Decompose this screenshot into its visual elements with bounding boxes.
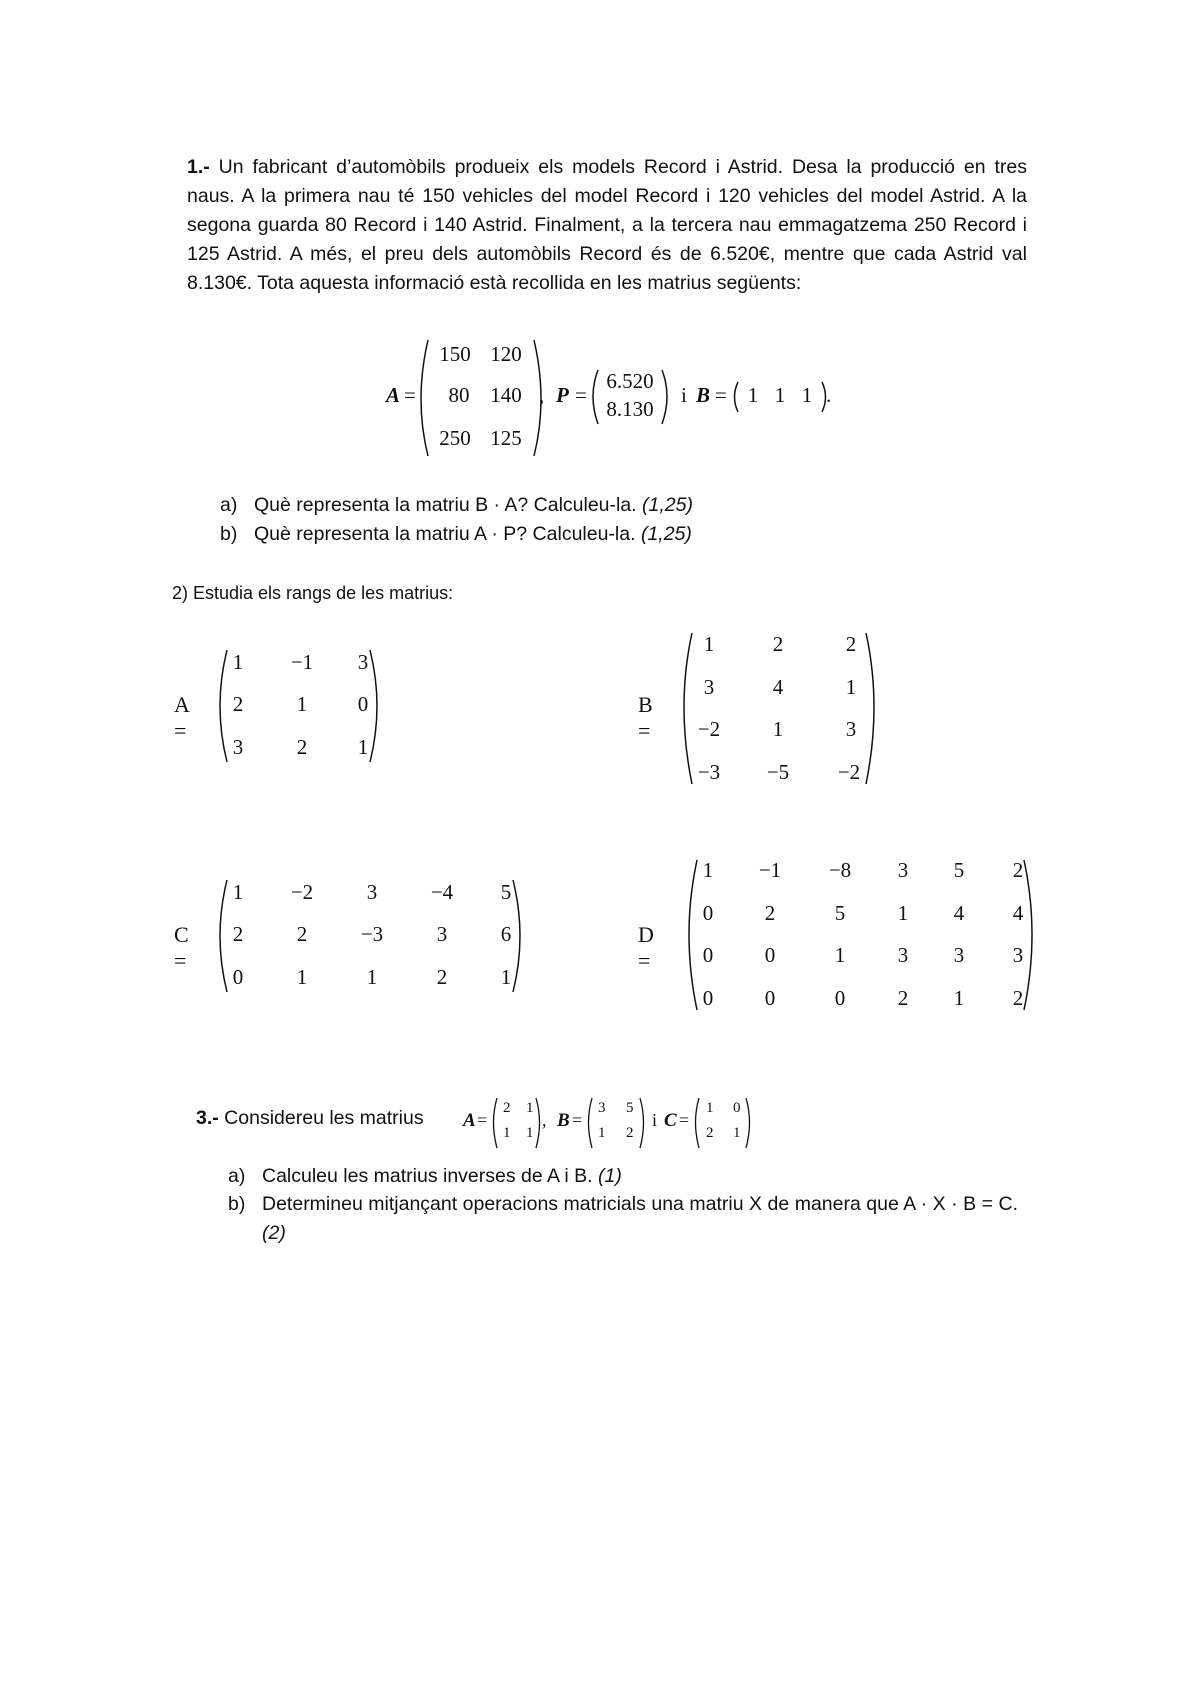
- q2-a-cell: 2: [232, 692, 244, 716]
- q1-item-a-score: (1,25): [642, 494, 693, 516]
- q2-c-cell: −2: [290, 880, 314, 904]
- q2-b-cell: 2: [772, 632, 784, 656]
- q2-b-cell: −2: [837, 760, 861, 784]
- q2-c-cell: 2: [232, 922, 244, 946]
- q3-b-cell: 1: [598, 1125, 606, 1141]
- q2-b-cell: 1: [703, 632, 715, 656]
- q1-comma: ,: [539, 383, 545, 407]
- question-1-number: 1.-: [187, 156, 210, 178]
- q2-c-cell: 3: [366, 880, 378, 904]
- q2-c-cell: 2: [436, 965, 448, 989]
- q3-item-a-text: Calculeu les matrius inverses de A i B.: [262, 1165, 598, 1187]
- q2-matrix-c-label: C =: [174, 922, 189, 973]
- q1-p-cell: 8.130: [606, 397, 654, 421]
- question-3-number: 3.-: [196, 1107, 219, 1129]
- question-2-title: 2) Estudia els rangs de les matrius:: [172, 583, 454, 603]
- q3-a-cell: 1: [526, 1125, 534, 1141]
- q3-b-cell: 3: [598, 1100, 606, 1116]
- q2-d-cell: −8: [828, 858, 852, 882]
- q1-item-b: [220, 520, 692, 549]
- q1-matrix-p-label: P: [556, 383, 569, 407]
- q2-c-cell: 6: [500, 922, 512, 946]
- q2-c-cell: 1: [232, 880, 244, 904]
- q2-c-cell: −3: [360, 922, 384, 946]
- q1-matrix-a-label: A: [386, 383, 401, 407]
- q2-a-cell: 2: [296, 735, 308, 759]
- q2-d-cell: 0: [702, 943, 714, 967]
- q3-c-brackets: [0, 0, 1, 1]
- q3-item-a-score: (1): [598, 1165, 622, 1187]
- q2-b-cell: 4: [772, 675, 784, 699]
- question-3-statement: [196, 1107, 424, 1130]
- q1-period: .: [826, 383, 832, 407]
- q2-d-cell: 4: [953, 901, 965, 925]
- q3-item-b-text: Determineu mitjançant operacions matricials una matriu X de manera que A · X · B = C.: [262, 1193, 1018, 1215]
- q3-b-label: B: [557, 1110, 570, 1131]
- q2-d-cell: 2: [1012, 858, 1024, 882]
- q1-b-cell: 1: [774, 383, 786, 407]
- q1-a-cell: 250: [439, 426, 471, 450]
- q1-matrix-b-label: B: [696, 383, 711, 407]
- q2-d-cell: 3: [897, 943, 909, 967]
- question-1-text: Un fabricant d’automòbils produeix els models Record i Astrid. Desa la producció en tres naus. A la primera nau té 150 vehicles del model Record i 120 vehicles del model Astrid. A la segona guarda 80 Record i 140 Astrid. Finalment, a la tercera nau emmagatzema 250 Record i 125 Astrid. A més, el preu dels automòbils Record és de 6.520€, mentre que cada Astrid val 8.130€. Tota aquesta informació està recollida en les matrius següents:: [187, 156, 1027, 294]
- q2-a-cell: 1: [357, 735, 369, 759]
- q2-matrix-d-label: D =: [638, 922, 654, 973]
- q3-item-a: [228, 1162, 622, 1191]
- q1-item-a: [220, 491, 693, 520]
- q1-item-b-text: Què representa la matriu A · P? Calculeu-la.: [254, 523, 641, 545]
- q2-b-cell: 3: [703, 675, 715, 699]
- q1-matrix-a-eq: =: [404, 383, 416, 407]
- q1-item-a-mark: a): [220, 494, 238, 516]
- q3-item-a-mark: a): [228, 1165, 246, 1187]
- q3-item-b-mark: b): [228, 1193, 246, 1215]
- q3-b-eq: =: [572, 1110, 583, 1130]
- q2-c-cell: 1: [500, 965, 512, 989]
- q1-item-b-mark: b): [220, 523, 238, 545]
- q2-d-cell: 4: [1012, 901, 1024, 925]
- q2-matrix-b-label: B =: [638, 692, 653, 743]
- q2-a-cell: 3: [232, 735, 244, 759]
- q2-c-cell: 1: [366, 965, 378, 989]
- q2-c-cell: 2: [296, 922, 308, 946]
- q2-d-cell: 3: [953, 943, 965, 967]
- question-3-text: Considereu les matrius: [218, 1107, 424, 1129]
- q1-p-cell: 6.520: [606, 369, 654, 393]
- q2-b-cell: 2: [845, 632, 857, 656]
- q2-d-cell: 2: [764, 901, 776, 925]
- q2-a-cell: 1: [296, 692, 308, 716]
- q2-d-cell: −1: [758, 858, 782, 882]
- q2-a-cell: 1: [232, 650, 244, 674]
- q3-c-label: C: [664, 1110, 677, 1131]
- q2-d-cell: 2: [1012, 986, 1024, 1010]
- q2-c-cell: 1: [296, 965, 308, 989]
- q1-b-cell: 1: [747, 383, 759, 407]
- q1-matrix-p-eq: =: [575, 383, 587, 407]
- q3-c-cell: 1: [706, 1100, 714, 1116]
- q1-a-cell: 80: [448, 383, 470, 407]
- q3-a-cell: 2: [503, 1100, 511, 1116]
- q2-d-cell: 1: [702, 858, 714, 882]
- q1-conj: i: [681, 383, 687, 407]
- q2-d-cell: 3: [897, 858, 909, 882]
- q3-a-cell: 1: [526, 1100, 534, 1116]
- q1-a-cell: 120: [490, 342, 522, 366]
- q3-c-cell: 1: [733, 1125, 741, 1141]
- q2-c-cell: 0: [232, 965, 244, 989]
- q3-c-cell: 2: [706, 1125, 714, 1141]
- q2-c-cell: 3: [436, 922, 448, 946]
- q2-d-cell: 1: [897, 901, 909, 925]
- q3-c-cell: 0: [733, 1100, 741, 1116]
- q1-item-a-text: Què representa la matriu B · A? Calculeu-la.: [254, 494, 643, 516]
- q2-b-cell: −2: [697, 717, 721, 741]
- q2-b-cell: 3: [845, 717, 857, 741]
- q3-c-eq: =: [679, 1110, 690, 1130]
- q3-b-cell: 5: [626, 1100, 634, 1116]
- q2-b-cell: 1: [772, 717, 784, 741]
- q2-a-cell: 3: [357, 650, 369, 674]
- q2-d-cell: 2: [897, 986, 909, 1010]
- q2-d-cell: 1: [834, 943, 846, 967]
- q2-matrix-a-label: A =: [174, 692, 189, 743]
- q2-d-cell: 0: [764, 943, 776, 967]
- q2-d-cell: 0: [834, 986, 846, 1010]
- q2-c-cell: −4: [430, 880, 454, 904]
- q2-d-cell: 0: [764, 986, 776, 1010]
- q3-b-cell: 2: [626, 1125, 634, 1141]
- q3-a-cell: 1: [503, 1125, 511, 1141]
- q2-a-cell: −1: [290, 650, 314, 674]
- q2-d-cell: 0: [702, 986, 714, 1010]
- q1-a-cell: 140: [490, 383, 522, 407]
- q1-a-cell: 125: [490, 426, 522, 450]
- q1-item-b-score: (1,25): [640, 523, 692, 545]
- q2-d-cell: 1: [953, 986, 965, 1010]
- q3-a-label: A: [463, 1110, 476, 1131]
- q1-matrix-b-eq: =: [715, 383, 727, 407]
- q2-d-cell: 0: [702, 901, 714, 925]
- q2-d-cell: 5: [834, 901, 846, 925]
- q1-b-cell: 1: [801, 383, 813, 407]
- q2-d-cell: 3: [1012, 943, 1024, 967]
- q3-item-b-score: (2): [262, 1222, 286, 1244]
- q3-comma: ,: [542, 1110, 547, 1130]
- q2-b-cell: 1: [845, 675, 857, 699]
- q2-a-cell: 0: [357, 692, 369, 716]
- q2-b-cell: −3: [697, 760, 721, 784]
- question-1-statement: [187, 153, 1027, 298]
- q3-item-b: [228, 1190, 1018, 1248]
- q2-d-cell: 5: [953, 858, 965, 882]
- q2-c-cell: 5: [500, 880, 512, 904]
- q3-conj: i: [652, 1110, 658, 1130]
- q3-a-eq: =: [477, 1110, 488, 1130]
- q1-a-cell: 150: [439, 342, 471, 366]
- q2-b-cell: −5: [766, 760, 790, 784]
